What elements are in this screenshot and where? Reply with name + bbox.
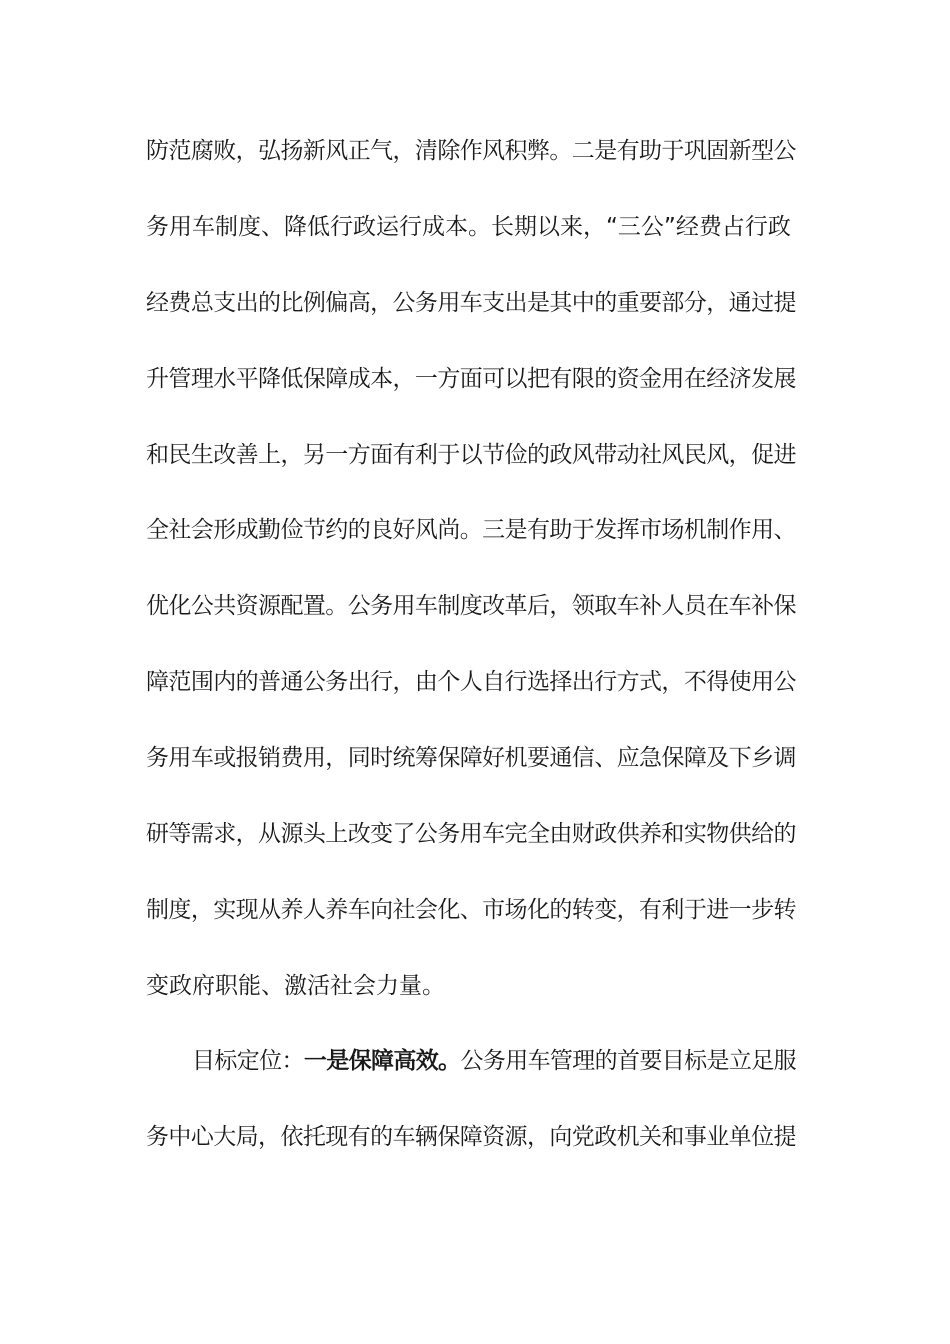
text-line-6: 全社会形成勤俭节约的良好风尚。三是有助于发挥市场机制作用、 xyxy=(146,517,796,543)
text-line-8: 障范围内的普通公务出行，由个人自行选择出行方式，不得使用公 xyxy=(146,669,796,695)
text-line-1: 防范腐败，弘扬新风正气，清除作风积弊。二是有助于巩固新型公 xyxy=(146,138,796,164)
text-line-7: 优化公共资源配置。公务用车制度改革后，领取车补人员在车补保 xyxy=(146,593,796,619)
text-line-11: 制度，实现从养人养车向社会化、市场化的转变，有利于进一步转 xyxy=(146,897,796,923)
text-line-3: 经费总支出的比例偏高，公务用车支出是其中的重要部分，通过提 xyxy=(146,290,796,316)
text-line-2: 务用车制度、降低行政运行成本。长期以来，“三公”经费占行政 xyxy=(146,214,791,240)
text-line-4: 升管理水平降低保障成本，一方面可以把有限的资金用在经济发展 xyxy=(146,366,796,392)
paragraph-2-line-2: 务中心大局，依托现有的车辆保障资源，向党政机关和事业单位提 xyxy=(146,1124,796,1150)
paragraph-2-bold-lead: 一是保障高效。 xyxy=(303,1048,461,1074)
text-line-9: 务用车或报销费用，同时统筹保障好机要通信、应急保障及下乡调 xyxy=(146,745,796,771)
text-line-10: 研等需求，从源头上改变了公务用车完全由财政供养和实物供给的 xyxy=(146,821,796,847)
text-line-12: 变政府职能、激活社会力量。 xyxy=(146,973,445,999)
paragraph-2-line-1-rest: 公务用车管理的首要目标是立足服 xyxy=(460,1048,797,1074)
paragraph-2-line-1 xyxy=(192,1046,796,1076)
text-line-5: 和民生改善上，另一方面有利于以节俭的政风带动社风民风，促进 xyxy=(146,442,796,468)
paragraph-2-prefix: 目标定位： xyxy=(192,1048,304,1074)
